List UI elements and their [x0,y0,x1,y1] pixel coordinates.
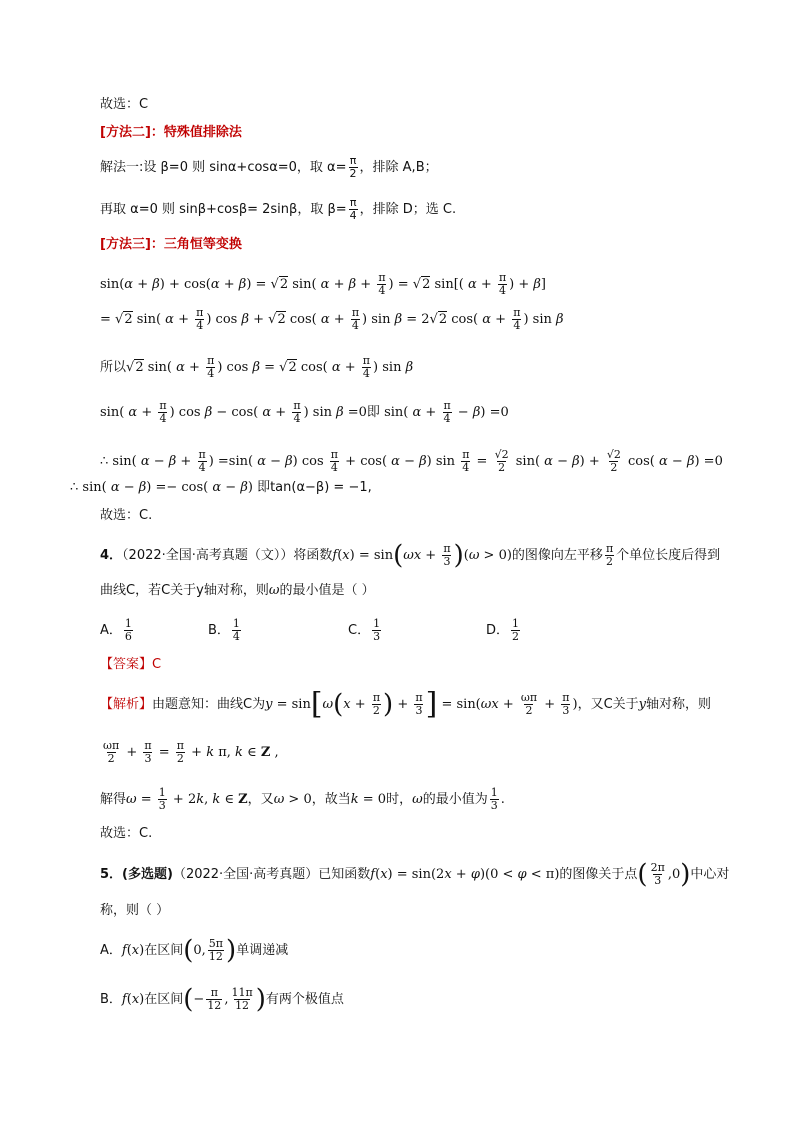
question-5-source: （2022·全国·高考真题）已知函数 [172,867,371,882]
option-a-mid: 在区间 [144,943,184,958]
option-letter: B． [208,623,230,638]
solve-e: 的最小值为 [422,792,488,807]
question-4-number: 4． [100,548,123,563]
option-a-letter: A． [100,943,122,958]
option-letter: C． [348,623,371,638]
analysis-tail-2: 轴对称，则 [646,697,712,712]
question-5-mid: 的图像关于点 [559,867,638,882]
option-b-letter: B． [100,992,122,1007]
answer-line-1: 故选：C [100,97,149,112]
answer-line-2: 故选：C. [100,508,153,523]
frac-pi-4: $\frac{\pi}{4}$ [349,196,357,222]
question-4-line-1: 4．（2022·全国·高考真题（文））将函数f(x) = sin(ωx + $\frac{\pi}{3}$ )(ω > 0)的图像向左平移 $\frac{\pi}{2}$ 个单位长度后得到 [100,540,721,571]
solve-b: ，又 [247,792,274,807]
question-5-option-b[interactable]: B．f(x)在区间(− $\frac{\pi}{12}$ , $\frac{11\pi}{12}$ )有两个极值点 [100,984,344,1015]
question-5-tag: (多选题) [122,867,173,882]
question-4-answer: 【答案】C [100,657,162,672]
solve-c: ，故当 [311,792,351,807]
question-5-tail: 中心对 [690,867,730,882]
question-4-line-2: 曲线C，若C关于y轴对称，则ω的最小值是（ ） [100,583,375,598]
method-2-line-b [100,197,456,222]
option-b-mid: 在区间 [144,992,184,1007]
question-4-line-2-text: 曲线C，若C关于y轴对称，则 [100,583,269,598]
method-2-b-text: 再取 α=0 则 sinβ+cosβ= 2sinβ，取 β= [100,202,347,217]
equation-line-6: ∴ sin( α − β) =− cos( α − β) 即tan(α−β) = −1, [70,480,372,495]
equation-line-3: 所以√2 sin( α + $\frac{\pi}{4}$ ) cos β = √2 cos( α + $\frac{\pi}{4}$ ) sin β [100,354,414,380]
frac-pi-2: $\frac{\pi}{2}$ [349,154,357,180]
option-a-tail: 单调递减 [236,943,289,958]
question-4-analysis-line-1: 【解析】由题意知：曲线C为y = sin[ω(x + $\frac{\pi}{2}$ ) + $\frac{\pi}{3}$ ] = sin(ωx + $\frac{\omega\pi}{2}$ + $\frac{\pi}{3}$ )，又C关于y轴对称，则 [100,686,712,722]
question-4-mid: 的图像向左平移 [511,548,603,563]
analysis-tail: ，又C关于 [577,697,639,712]
question-4-option-a[interactable] [100,618,135,643]
ji-label: 即 [366,405,380,420]
question-4-option-b[interactable] [208,618,243,643]
equation-line-5: ∴ sin( α − β + $\frac{\pi}{4}$ ) =sin( α − β) cos $\frac{\pi}{4}$ + cos( α − β) sin $\frac{\pi}{4}$ = $\frac{√2}{2}$ sin( α − β) + $\frac{√2}{2}$ cos( α − β) =0 [100,448,723,474]
analysis-text: 由题意知：曲线C为 [152,697,266,712]
method-3-heading: [方法三]：三角恒等变换 [100,237,242,252]
equation-line-2: = √2 sin( α + $\frac{\pi}{4}$ ) cos β + √2 cos( α + $\frac{\pi}{4}$ ) sin β = 2√2 cos( α + $\frac{\pi}{4}$ ) sin β [100,306,564,332]
method-2-a-tail: ，排除 A,B； [359,160,438,175]
ji-tan-text: 即tan(α−β) = −1, [257,480,372,495]
equation-line-4: sin( α + $\frac{\pi}{4}$ ) cos β − cos( α + $\frac{\pi}{4}$ ) sin β =0即 sin( α + $\frac{\pi}{4}$ − β) =0 [100,399,509,425]
method-2-a-text: 解法一:设 β=0 则 sinα+cosα=0，取 α= [100,160,347,175]
option-letter: A． [100,623,122,638]
method-2-heading: [方法二]：特殊值排除法 [100,125,242,140]
suoyi-label: 所以 [100,360,127,375]
option-b-tail: 有两个极值点 [265,992,344,1007]
question-5-line-1: 5．(多选题)（2022·全国·高考真题）已知函数f(x) = sin(2x + φ)(0 < φ < π)的图像关于点( $\frac{2\pi}{3}$ ,0)中心对 [100,859,730,890]
option-letter: D． [486,623,510,638]
option-fraction: $\frac{1}{3}$ [373,617,381,643]
question-4-source: （2022·全国·高考真题（文））将函数 [122,548,333,563]
question-4-tail: 个单位长度后得到 [616,548,721,563]
question-4-line-2-tail: 的最小值是（ ） [279,583,375,598]
question-4-option-d[interactable] [486,618,522,643]
question-5-number: 5． [100,867,123,882]
method-2-b-tail: ，排除 D；选 C. [359,202,457,217]
question-4-analysis-line-3: 解得ω = $\frac{1}{3}$ + 2k, k ∈ Z，又ω > 0，故当k = 0时，ω的最小值为 $\frac{1}{3}$ . [100,786,505,812]
option-fraction: $\frac{1}{2}$ [512,617,520,643]
option-fraction: $\frac{1}{4}$ [232,617,240,643]
method-2-line-a [100,155,438,180]
option-fraction: $\frac{1}{6}$ [124,617,132,643]
solve-label: 解得 [100,792,127,807]
question-4-final: 故选：C. [100,826,153,841]
question-5-option-a[interactable]: A．f(x)在区间(0, $\frac{5\pi}{12}$ )单调递减 [100,935,289,966]
question-4-analysis-line-2: $\frac{\omega\pi}{2}$ + $\frac{\pi}{3}$ = $\frac{\pi}{2}$ + k π, k ∈ Z , [103,739,279,765]
analysis-label: 【解析】 [100,697,153,712]
equation-line-1: sin(α + β) + cos(α + β) = √2 sin( α + β + $\frac{\pi}{4}$ ) = √2 sin[( α + $\frac{\pi}{4}$ ) + β] [100,271,546,297]
solve-d: 时， [386,792,413,807]
question-5-line-2: 称，则（ ） [100,903,170,918]
question-4-option-c[interactable] [348,618,383,643]
